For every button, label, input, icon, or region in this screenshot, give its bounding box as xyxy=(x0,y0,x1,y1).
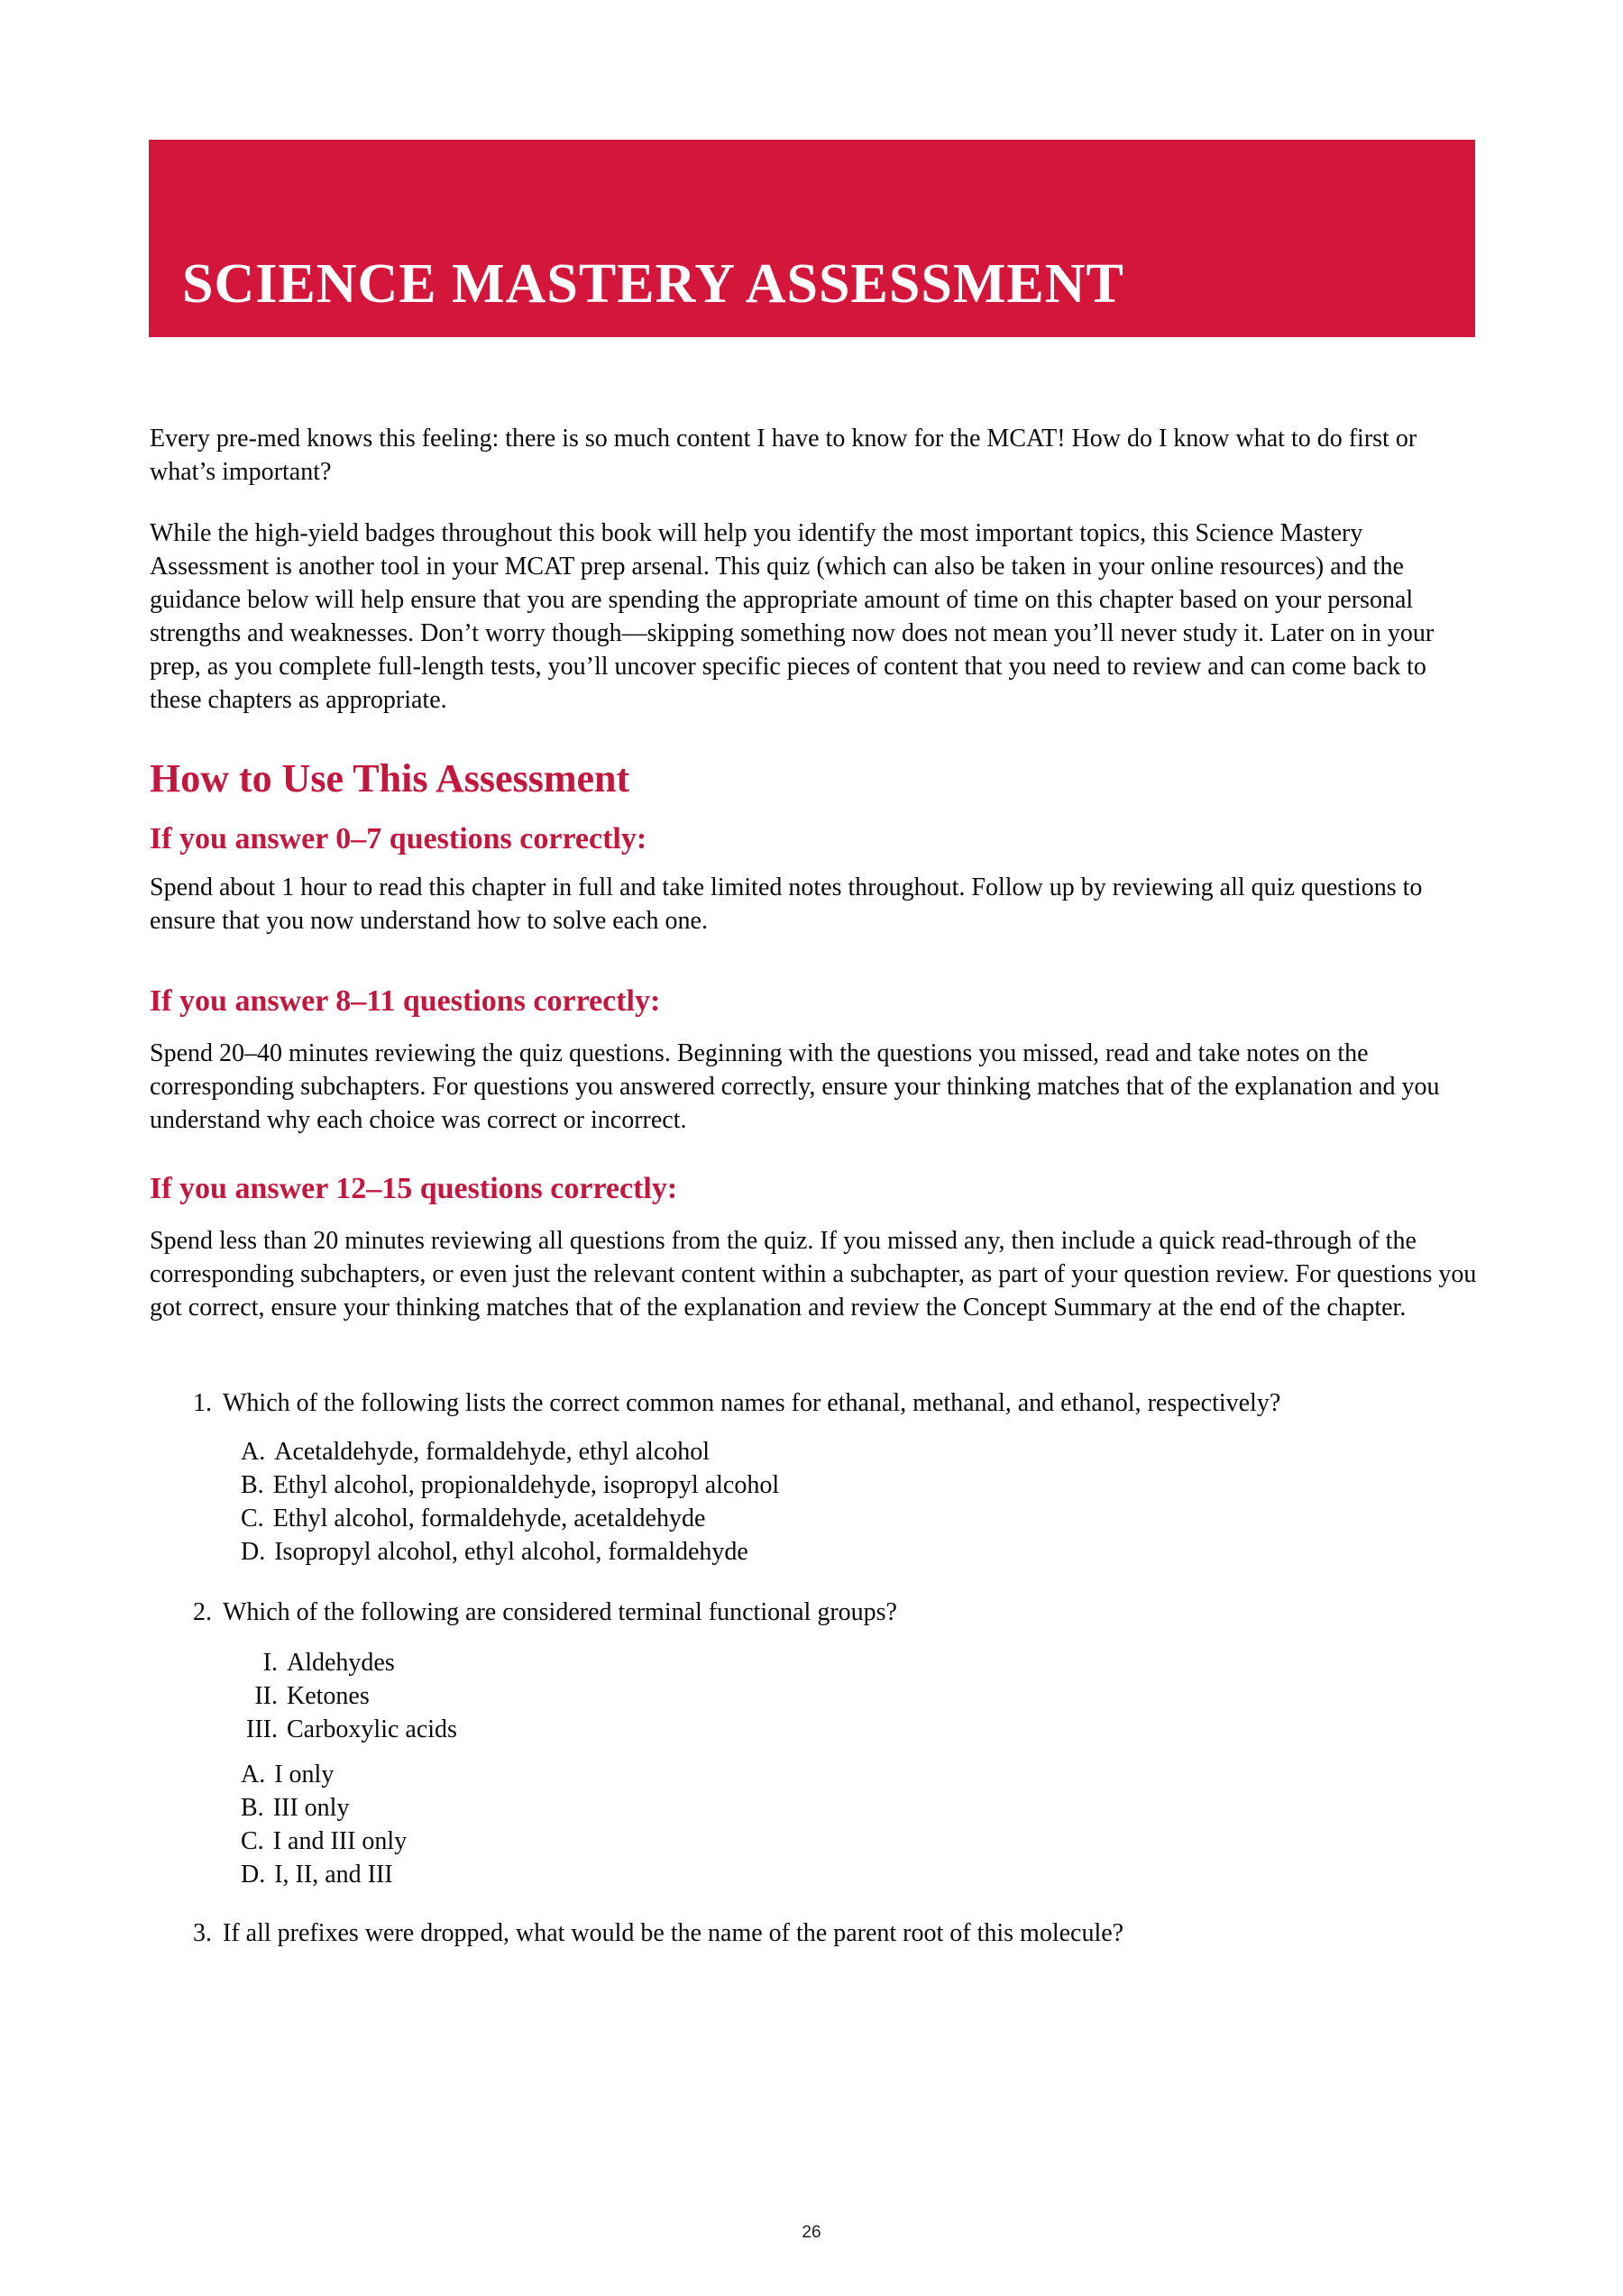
option-text: I, II, and III xyxy=(274,1861,393,1889)
question-1-options xyxy=(241,1435,1485,1569)
question-3-text: If all prefixes were dropped, what would be the name of the parent root of this molecule? xyxy=(223,1919,1124,1947)
option-label: A. xyxy=(241,1438,266,1466)
question-2-option-d xyxy=(241,1858,1485,1891)
option-label: B. xyxy=(241,1794,264,1822)
question-2-option-a xyxy=(241,1758,1485,1791)
guidance-8-11: Spend 20–40 minutes reviewing the quiz questions. Beginning with the questions you missed, read and take notes on the corresponding subchapters. For questions you answered correctly, ensure your thinking matches that of the explanation and you understand why each choice was correct or incorrect. xyxy=(150,1039,1440,1134)
numeral-label: III. xyxy=(246,1715,278,1743)
numeral-text: Aldehydes xyxy=(287,1649,395,1677)
question-1-option-b xyxy=(241,1468,1485,1502)
option-text: I only xyxy=(274,1761,335,1788)
question-3-number: 3. xyxy=(193,1919,212,1947)
question-1 xyxy=(193,1386,1482,1420)
option-text: Acetaldehyde, formaldehyde, ethyl alcohol xyxy=(274,1438,711,1466)
section-heading: How to Use This Assessment xyxy=(150,756,630,800)
question-2-numerals xyxy=(150,1646,1394,1746)
numeral-item-1 xyxy=(150,1646,1394,1679)
question-2-options xyxy=(241,1758,1485,1891)
question-2-option-b xyxy=(241,1791,1485,1825)
question-2-number: 2. xyxy=(193,1598,212,1626)
guidance-12-15: Spend less than 20 minutes reviewing all questions from the quiz. If you missed any, then include a quick read-through of the corresponding subchapters, or even just the relevant content within a subchapter, as part of your question review. For questions you got correct, ensure your thinking matches that of the explanation and review the Concept Summary at the end of the chapter. xyxy=(150,1227,1477,1322)
question-1-option-a xyxy=(241,1435,1485,1468)
option-label: C. xyxy=(241,1827,264,1855)
guidance-0-7: Spend about 1 hour to read this chapter in full and take limited notes throughout. Follow up by reviewing all quiz questions to ensure that you now understand how to solve each one. xyxy=(150,874,1423,935)
intro-paragraph-1: Every pre-med knows this feeling: there is so much content I have to know for the MCAT! How do I know what to do first or what’s important? xyxy=(150,425,1417,486)
question-2-option-c xyxy=(241,1825,1485,1858)
subheading-8-11: If you answer 8–11 questions correctly: xyxy=(150,984,661,1018)
option-label: D. xyxy=(241,1538,266,1566)
numeral-item-3 xyxy=(150,1713,1394,1746)
question-2-text: Which of the following are considered terminal functional groups? xyxy=(223,1598,897,1626)
numeral-item-2 xyxy=(150,1679,1394,1713)
option-label: B. xyxy=(241,1471,264,1499)
chapter-banner xyxy=(149,140,1475,337)
option-label: A. xyxy=(241,1761,266,1788)
subheading-12-15: If you answer 12–15 questions correctly: xyxy=(150,1172,678,1205)
numeral-label: II. xyxy=(254,1682,278,1710)
numeral-text: Ketones xyxy=(287,1682,370,1710)
question-1-text: Which of the following lists the correct common names for ethanal, methanal, and ethanol, respectively? xyxy=(223,1389,1281,1417)
numeral-text: Carboxylic acids xyxy=(287,1715,457,1743)
question-3 xyxy=(193,1916,1482,1950)
chapter-title: SCIENCE MASTERY ASSESSMENT xyxy=(182,253,1124,315)
subheading-0-7: If you answer 0–7 questions correctly: xyxy=(150,822,647,855)
question-2 xyxy=(193,1596,1482,1629)
option-text: Isopropyl alcohol, ethyl alcohol, formaldehyde xyxy=(274,1538,748,1566)
intro-paragraph-2: While the high-yield badges throughout this book will help you identify the most important topics, this Science Mastery Assessment is another tool in your MCAT prep arsenal. This quiz (which can also be taken in your online resources) and the guidance below will help ensure that you are spending the appropriate amount of time on this chapter based on your personal strengths and weaknesses. Don’t worry though—skipping something now does not mean you’ll never study it. Later on in your prep, as you complete full-length tests, you’ll uncover specific pieces of content that you need to review and can come back to these chapters as appropriate. xyxy=(150,519,1435,714)
option-label: C. xyxy=(241,1505,264,1532)
option-label: D. xyxy=(241,1861,266,1889)
page-number: 26 xyxy=(802,2223,821,2242)
option-text: Ethyl alcohol, propionaldehyde, isopropyl alcohol xyxy=(272,1471,780,1499)
question-1-option-c xyxy=(241,1502,1485,1535)
question-1-option-d xyxy=(241,1535,1485,1569)
numeral-label: I. xyxy=(262,1649,278,1677)
question-1-number: 1. xyxy=(193,1389,212,1417)
option-text: III only xyxy=(272,1794,350,1822)
option-text: I and III only xyxy=(272,1827,408,1855)
option-text: Ethyl alcohol, formaldehyde, acetaldehyde xyxy=(272,1505,706,1532)
